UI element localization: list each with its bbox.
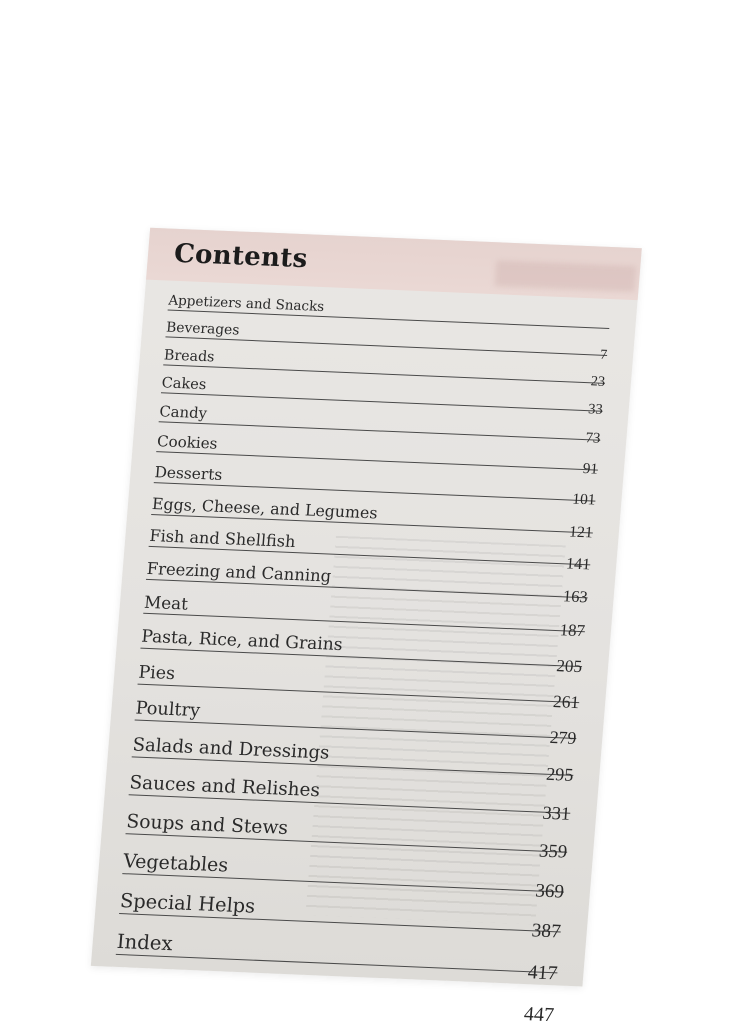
toc-entry-page: 387 (530, 920, 562, 943)
toc-entry-page: 369 (534, 880, 565, 903)
toc-entry-page: 447 (523, 1003, 555, 1027)
toc-entry-page: 279 (549, 726, 578, 748)
toc-entry-page: 187 (559, 620, 586, 641)
toc-entry-page: 163 (562, 586, 589, 607)
toc-entry-label: Breads (163, 347, 216, 366)
toc-entry-page: 33 (587, 401, 604, 418)
toc-entry-label: Meat (143, 591, 189, 614)
toc-entry-label: Eggs, Cheese, and Legumes (151, 494, 379, 523)
table-of-contents (112, 285, 611, 1027)
toc-entry-page: 101 (571, 490, 597, 509)
toc-entry-label: Appetizers and Snacks (167, 292, 325, 316)
toc-entry-label: Desserts (153, 463, 224, 484)
toc-entry-label: Candy (158, 403, 208, 423)
toc-entry-label: Beverages (165, 319, 240, 339)
toc-entry-label: Special Helps (119, 889, 257, 918)
toc-entry-label: Pies (137, 662, 176, 685)
toc-entry-page: 295 (545, 763, 575, 785)
toc-entry-label: Freezing and Canning (146, 558, 332, 586)
toc-entry-page: 359 (538, 840, 568, 863)
book-page (91, 228, 642, 1027)
toc-entry-page: 205 (555, 656, 583, 677)
toc-entry-label: Poultry (134, 698, 201, 722)
toc-entry-label: Salads and Dressings (131, 734, 331, 764)
toc-entry-label: Soups and Stews (125, 811, 289, 839)
page-title: Contents (172, 238, 309, 275)
toc-entry-page: 23 (590, 373, 606, 390)
toc-entry-page: 261 (552, 691, 581, 713)
toc-entry-page: 331 (541, 802, 572, 824)
toc-entry-label: Index (115, 929, 174, 956)
toc-entry-page: 7 (599, 346, 608, 362)
toc-entry-page: 141 (565, 555, 591, 574)
toc-entry-page: 121 (568, 523, 594, 542)
toc-entry-label: Pasta, Rice, and Grains (140, 626, 344, 656)
toc-entry-label: Vegetables (122, 850, 229, 877)
toc-entry-label: Cookies (156, 432, 219, 453)
toc-entry-label: Fish and Shellfish (148, 525, 297, 552)
toc-entry-label: Cakes (161, 375, 207, 394)
toc-entry-page: 417 (526, 961, 559, 985)
toc-entry-label: Sauces and Relishes (128, 772, 321, 802)
toc-entry-page: 73 (584, 430, 602, 447)
toc-entry-page: 91 (582, 461, 599, 478)
